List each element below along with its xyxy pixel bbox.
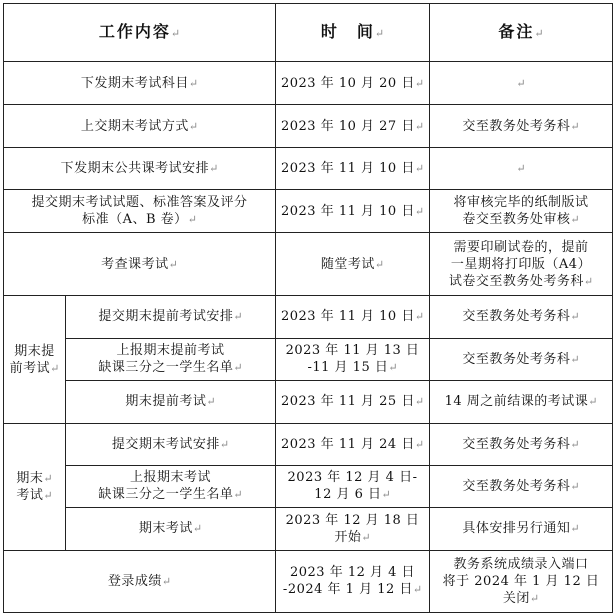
work-cell: 下发期末考试科目↵ xyxy=(4,62,276,105)
note-cell: 将审核完毕的纸制版试 卷交至教务处审核↵ xyxy=(430,190,613,233)
table-row xyxy=(4,380,613,423)
table-row xyxy=(4,507,613,550)
note-cell: 交至教务处考务科↵ xyxy=(430,105,613,148)
time-cell: 2023 年 12 月 4 日- 12 月 6 日↵ xyxy=(276,465,430,507)
note-cell: 需要印刷试卷的，提前 一星期将打印版（A4） 试卷交至教务处考务科↵ xyxy=(430,233,613,296)
work-cell: 下发期末公共课考试安排↵ xyxy=(4,148,276,190)
time-cell: 2023 年 11 月 10 日↵ xyxy=(276,190,430,233)
note-cell: 交至教务处考务科↵ xyxy=(430,465,613,507)
note-cell: 交至教务处考务科↵ xyxy=(430,338,613,380)
table-row xyxy=(4,465,613,507)
table-row xyxy=(4,550,613,612)
time-cell: 随堂考试↵ xyxy=(276,233,430,296)
note-cell: 教务系统成绩录入端口 将于 2024 年 1 月 12 日 关闭↵ xyxy=(430,550,613,612)
note-cell: 14 周之前结课的考试课↵ xyxy=(430,380,613,423)
time-cell: 2023 年 11 月 24 日↵ xyxy=(276,423,430,465)
note-cell: ↵ xyxy=(430,148,613,190)
work-cell: 期末考试↵ xyxy=(66,507,276,550)
work-cell: 上报期末提前考试 缺课三分之一学生名单↵ xyxy=(66,338,276,380)
table-row xyxy=(4,148,613,190)
work-cell: 登录成绩↵ xyxy=(4,550,276,612)
table-row xyxy=(4,296,613,338)
time-cell: 2023 年 11 月 10 日↵ xyxy=(276,148,430,190)
time-cell: 2023 年 10 月 27 日↵ xyxy=(276,105,430,148)
work-cell: 期末提前考试↵ xyxy=(66,380,276,423)
table-row xyxy=(4,62,613,105)
group-label-early-exam: 期末提 前考试↵ xyxy=(4,296,66,423)
time-cell: 2023 年 10 月 20 日↵ xyxy=(276,62,430,105)
work-cell: 上报期末考试 缺课三分之一学生名单↵ xyxy=(66,465,276,507)
work-cell: 提交期末考试安排↵ xyxy=(66,423,276,465)
note-cell: ↵ xyxy=(430,62,613,105)
table-row xyxy=(4,233,613,296)
note-cell: 交至教务处考务科↵ xyxy=(430,423,613,465)
header-row xyxy=(4,4,613,62)
header-time: 时 间↵ xyxy=(276,4,430,62)
table-row xyxy=(4,105,613,148)
table-row xyxy=(4,190,613,233)
note-cell: 交至教务处考务科↵ xyxy=(430,296,613,338)
time-cell: 2023 年 12 月 4 日 -2024 年 1 月 12 日↵ xyxy=(276,550,430,612)
group-label-final-exam: 期末↵ 考试↵ xyxy=(4,423,66,550)
work-cell: 提交期末考试试题、标准答案及评分 标准（A、B 卷）↵ xyxy=(4,190,276,233)
time-cell: 2023 年 11 月 10 日↵ xyxy=(276,296,430,338)
header-note: 备注↵ xyxy=(430,4,613,62)
table-row xyxy=(4,423,613,465)
time-cell: 2023 年 11 月 25 日↵ xyxy=(276,380,430,423)
schedule-table xyxy=(3,3,613,613)
header-work: 工作内容↵ xyxy=(4,4,276,62)
time-cell: 2023 年 12 月 18 日 开始↵ xyxy=(276,507,430,550)
work-cell: 提交期末提前考试安排↵ xyxy=(66,296,276,338)
work-cell: 上交期末考试方式↵ xyxy=(4,105,276,148)
note-cell: 具体安排另行通知↵ xyxy=(430,507,613,550)
table-row xyxy=(4,338,613,380)
work-cell: 考查课考试↵ xyxy=(4,233,276,296)
time-cell: 2023 年 11 月 13 日 -11 月 15 日↵ xyxy=(276,338,430,380)
